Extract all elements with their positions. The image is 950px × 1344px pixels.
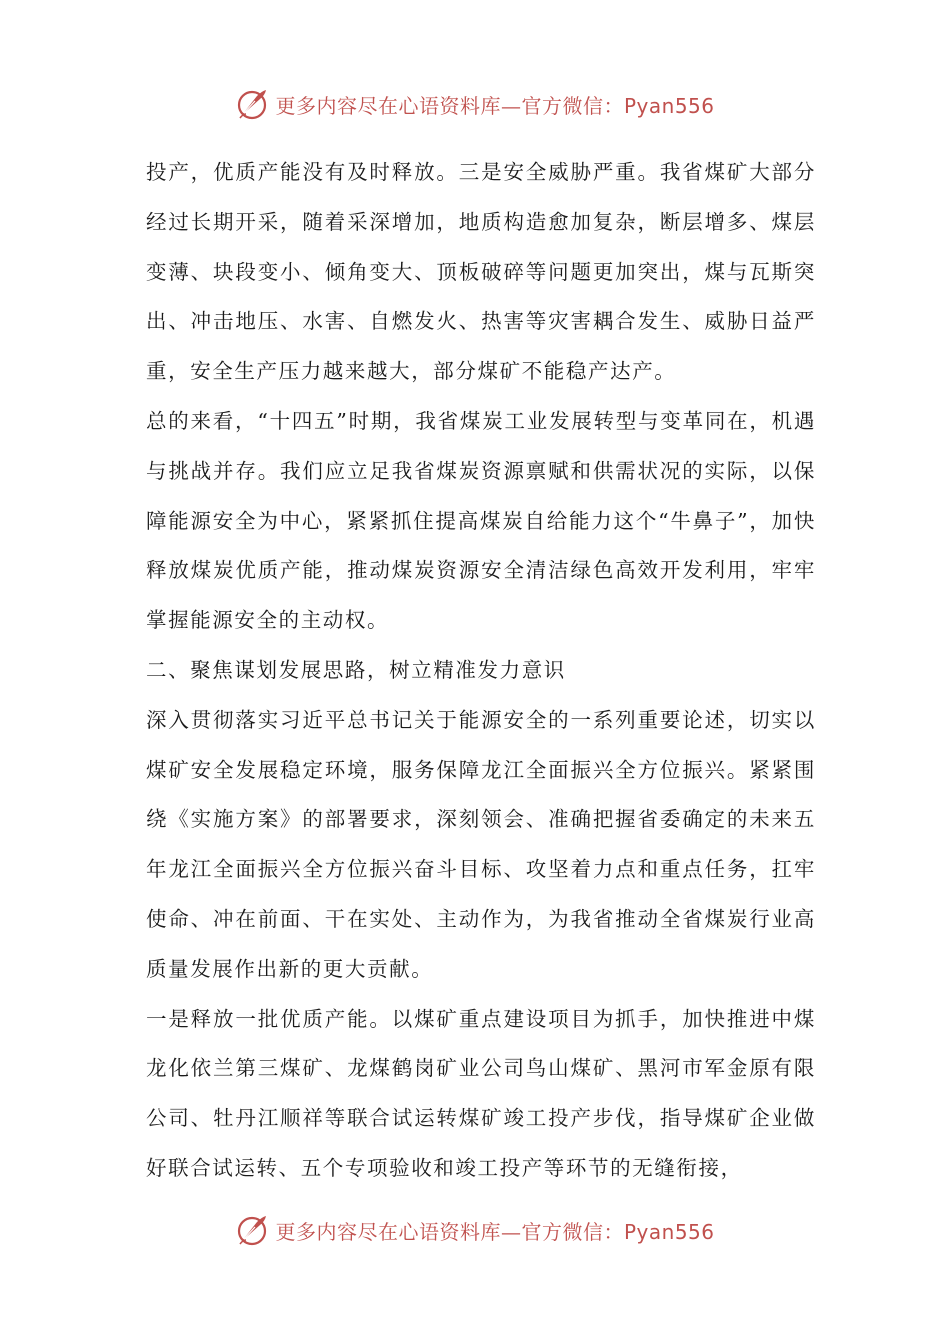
header-banner	[0, 84, 950, 124]
quill-pen-circle-icon	[235, 1213, 269, 1247]
document-body	[146, 148, 816, 1194]
section-heading: 二、聚焦谋划发展思路，树立精准发力意识	[146, 657, 566, 682]
paragraph: 一是释放一批优质产能。以煤矿重点建设项目为抓手，加快推进中煤龙化依兰第三煤矿、龙煤鹤岗矿业公司鸟山煤矿、黑河市军金原有限公司、牡丹江顺祥等联合试运转煤矿竣工投产步伐，指导煤矿企业做好联合试运转、五个专项验收和竣工投产等环节的无缝衔接，	[146, 1006, 816, 1180]
footer-wechat-id: Pyan556	[623, 1219, 715, 1244]
header-banner-text	[275, 90, 714, 119]
footer-banner-text	[275, 1216, 714, 1245]
paragraph: 投产，优质产能没有及时释放。三是安全威胁严重。我省煤矿大部分经过长期开采，随着采深增加，地质构造愈加复杂，断层增多、煤层变薄、块段变小、倾角变大、顶板破碎等问题更加突出，煤与瓦斯突出、冲击地压、水害、自燃发火、热害等灾害耦合发生、威胁日益严重，安全生产压力越来越大，部分煤矿不能稳产达产。	[146, 160, 816, 384]
quill-pen-circle-icon	[235, 87, 269, 121]
paragraph: 深入贯彻落实习近平总书记关于能源安全的一系列重要论述，切实以煤矿安全发展稳定环境，服务保障龙江全面振兴全方位振兴。紧紧围绕《实施方案》的部署要求，深刻领会、准确把握省委确定的未来五年龙江全面振兴全方位振兴奋斗目标、攻坚着力点和重点任务，扛牢使命、冲在前面、干在实处、主动作为，为我省推动全省煤炭行业高质量发展作出新的更大贡献。	[146, 707, 816, 981]
paragraph: 总的来看，“十四五”时期，我省煤炭工业发展转型与变革同在，机遇与挑战并存。我们应立足我省煤炭资源禀赋和供需状况的实际，以保障能源安全为中心，紧紧抓住提高煤炭自给能力这个“牛鼻子”，加快释放煤炭优质产能，推动煤炭资源安全清洁绿色高效开发利用，牢牢掌握能源安全的主动权。	[146, 408, 816, 633]
footer-banner-label: 更多内容尽在心语资料库—官方微信：	[275, 1219, 624, 1244]
header-wechat-id: Pyan556	[623, 93, 715, 118]
header-banner-label: 更多内容尽在心语资料库—官方微信：	[275, 93, 624, 118]
footer-banner	[0, 1210, 950, 1250]
